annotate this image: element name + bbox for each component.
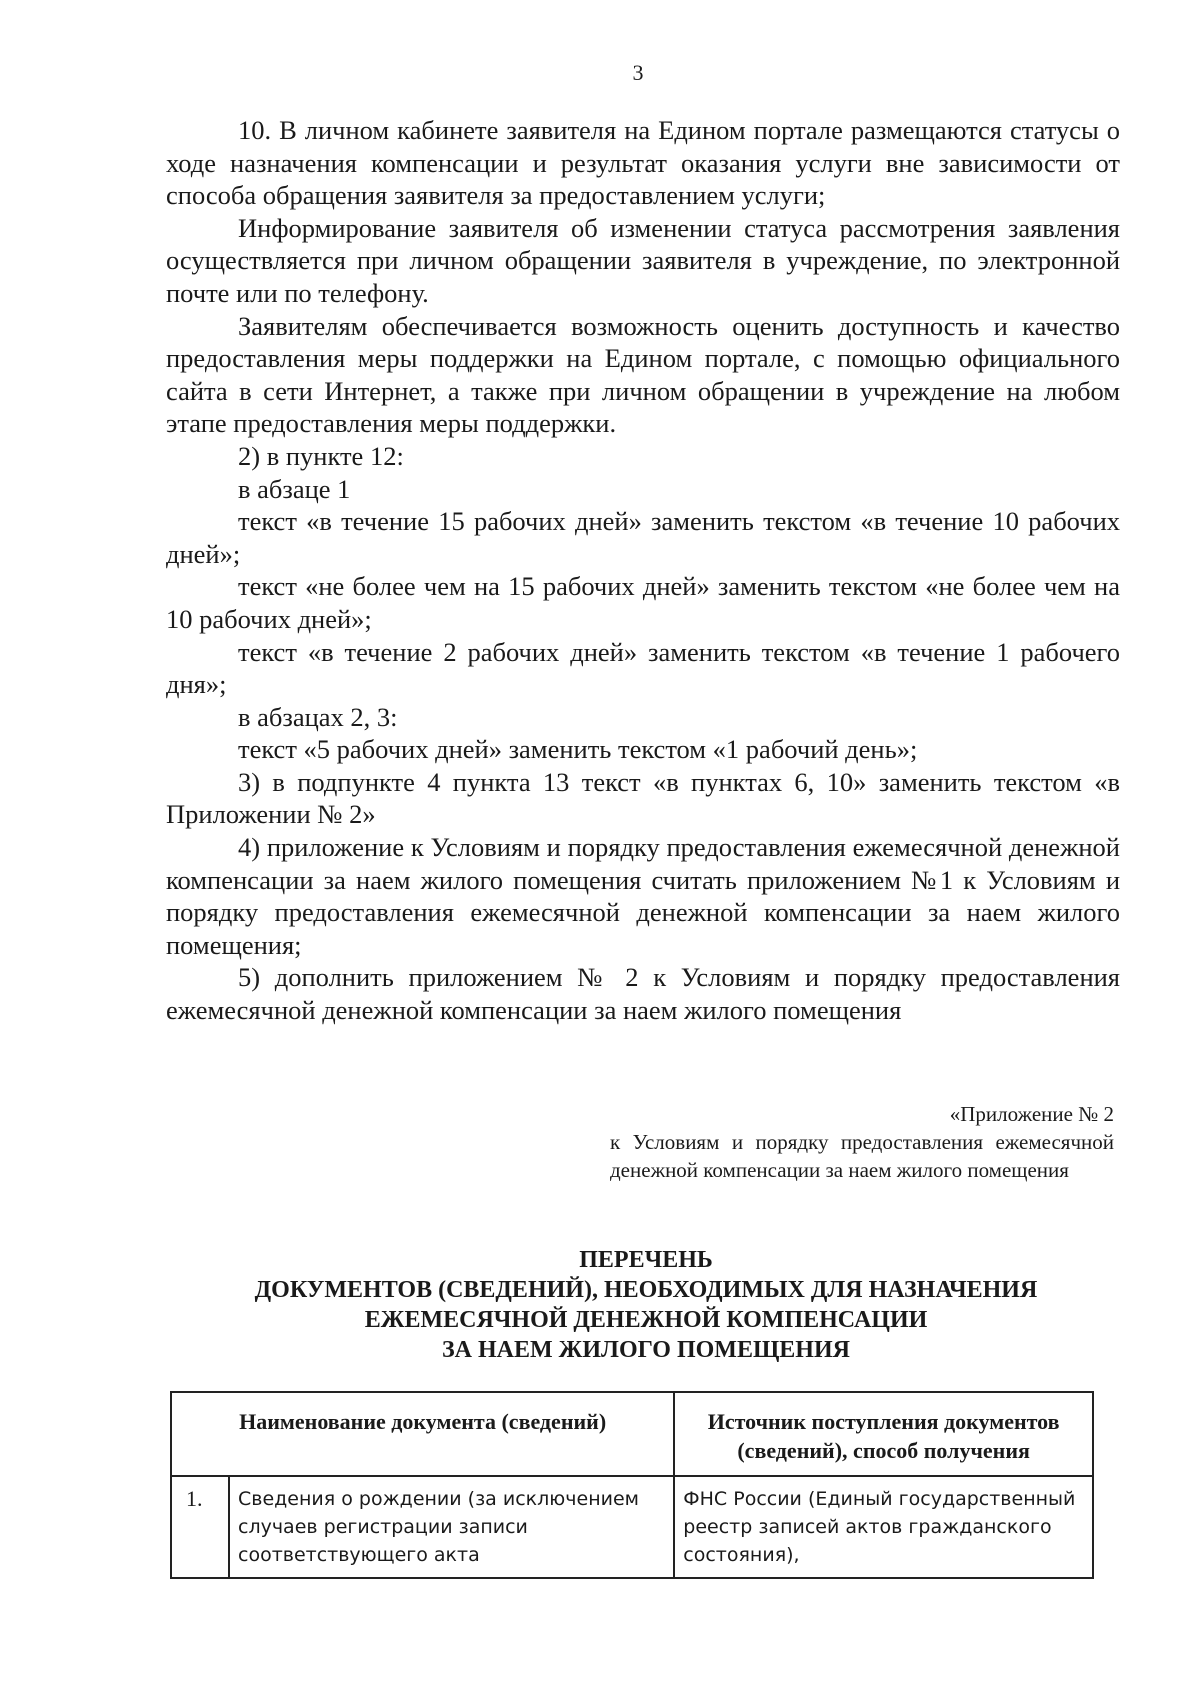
heading-line: ЗА НАЕМ ЖИЛОГО ПОМЕЩЕНИЯ <box>442 1337 850 1363</box>
documents-table <box>170 1391 1094 1579</box>
paragraph: 5) дополнить приложением № 2 к Условиям и порядку предоставления ежемесячной денежной компенсации за наем жилого помещения <box>166 962 1120 1026</box>
paragraph: Заявителям обеспечивается возможность оценить доступность и качество предоставления меры поддержки на Едином портале, с помощью официального сайта в сети Интернет, а также при личном обращении в учреждение на любом этапе предоставления меры поддержки. <box>166 310 1120 439</box>
paragraph: текст «5 рабочих дней» заменить текстом «1 рабочий день»; <box>238 734 918 765</box>
heading-line: ЕЖЕМЕСЯЧНОЙ ДЕНЕЖНОЙ КОМПЕНСАЦИИ <box>364 1307 928 1333</box>
paragraph: Информирование заявителя об изменении статуса рассмотрения заявления осуществляется при личном обращении заявителя в учреждение, по электронной почте или по телефону. <box>166 212 1120 308</box>
document-body <box>166 114 1120 1027</box>
document-heading <box>166 1245 1126 1365</box>
table-header-row <box>171 1392 1093 1476</box>
column-header-name: Наименование документа (сведений) <box>171 1392 674 1476</box>
row-number: 1. <box>171 1476 229 1578</box>
annex-reference <box>610 1100 1114 1184</box>
paragraph: 10. В личном кабинете заявителя на Едином портале размещаются статусы о ходе назначения компенсации и результат оказания услуги вне зависимости от способа обращения заявителя за предоставлением услуги; <box>166 115 1120 211</box>
annex-text: к Условиям и порядку предоставления ежемесячной денежной компенсации за наем жилого помещения <box>610 1130 1114 1182</box>
paragraph: 4) приложение к Условиям и порядку предоставления ежемесячной денежной компенсации за наем жилого помещения считать приложением №1 к Условиям и порядку предоставления ежемесячной денежной компенсации за наем жилого помещения; <box>166 832 1120 960</box>
heading-line: ПЕРЕЧЕНЬ <box>579 1247 713 1273</box>
paragraph: текст «не более чем на 15 рабочих дней» заменить текстом «не более чем на 10 рабочих дней»; <box>166 571 1120 634</box>
paragraph: текст «в течение 2 рабочих дней» заменить текстом «в течение 1 рабочего дня»; <box>166 636 1120 700</box>
row-document-source: ФНС России (Единый государственный реестр записей актов гражданского состояния), <box>674 1476 1093 1578</box>
row-document-name: Сведения о рождении (за исключением случаев регистрации записи соответствующего акта <box>229 1476 674 1578</box>
page-number: 3 <box>632 60 644 85</box>
heading-line: ДОКУМЕНТОВ (СВЕДЕНИЙ), НЕОБХОДИМЫХ ДЛЯ НАЗНАЧЕНИЯ <box>254 1277 1038 1303</box>
paragraph: в абзацах 2, 3: <box>238 701 398 732</box>
column-header-source: Источник поступления документов (сведений), способ получения <box>674 1392 1093 1476</box>
paragraph: текст «в течение 15 рабочих дней» заменить текстом «в течение 10 рабочих дней»; <box>166 506 1120 569</box>
paragraph: 3) в подпункте 4 пункта 13 текст «в пунктах 6, 10» заменить текстом «в Приложении № 2» <box>166 766 1120 830</box>
annex-title: «Приложение № 2 <box>949 1102 1114 1126</box>
paragraph: 2) в пункте 12: <box>238 440 404 471</box>
table-row <box>171 1476 1093 1578</box>
paragraph: в абзаце 1 <box>238 473 351 504</box>
